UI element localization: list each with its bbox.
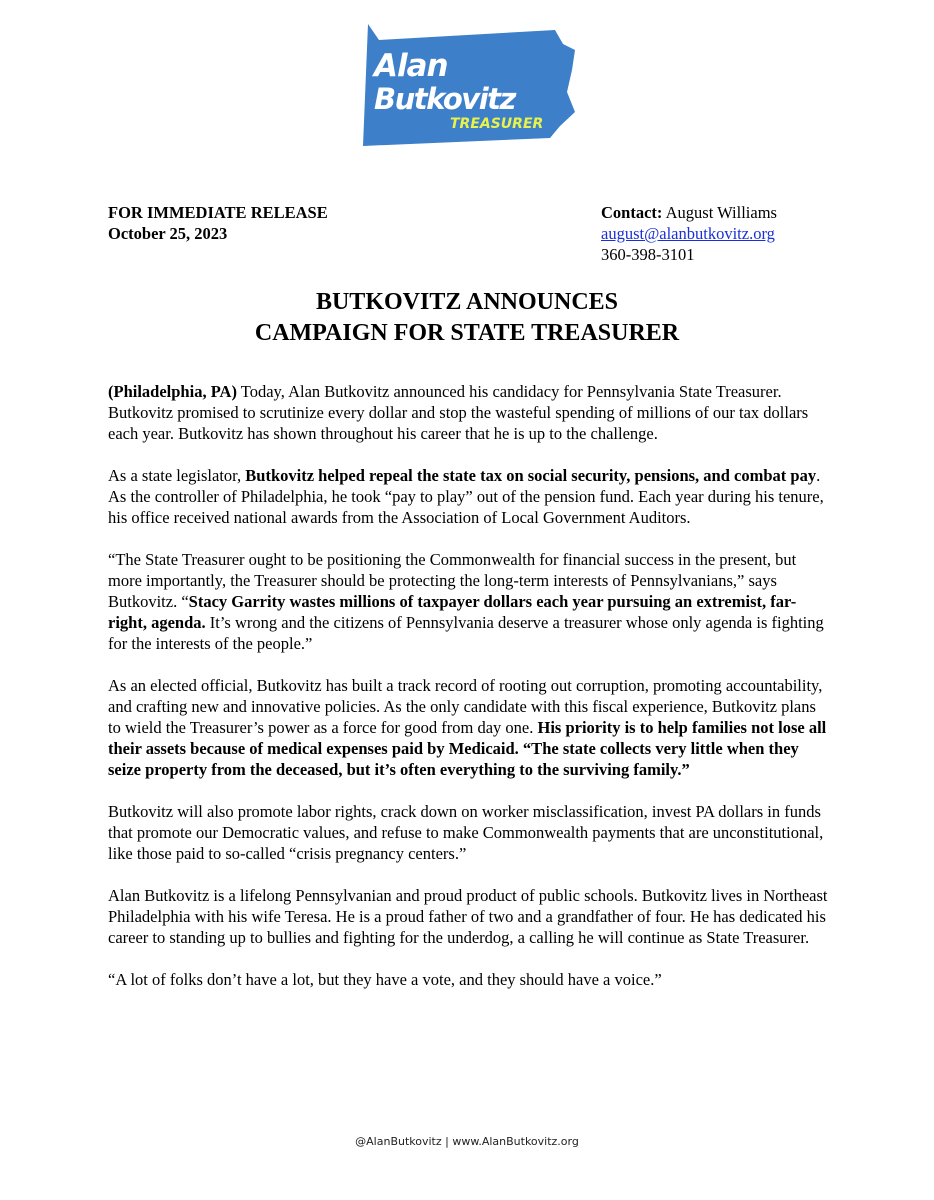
paragraph-1 (108, 381, 828, 444)
paragraph-3-text-c: It’s wrong and the citizens of Pennsylvania deserve a treasurer whose only agenda is fighting for the interests of the people.” (108, 613, 824, 653)
contact-name: August Williams (665, 203, 777, 222)
paragraph-3-bold: Stacy Garrity wastes millions of taxpayer dollars each year pursuing an extremist, far-right, agenda. (108, 592, 797, 632)
logo-name-first: Alan (374, 48, 448, 84)
headline (0, 287, 934, 349)
paragraph-2 (108, 465, 828, 528)
logo-name-last: Butkovitz (374, 82, 515, 116)
logo-subtitle: TREASURER (450, 116, 544, 132)
paragraph-4-text-a: As an elected official, Butkovitz has built a track record of rooting out corruption, promoting accountability, and crafting new and innovative policies. As the only candidate with this fiscal experience, Butkovitz plans to wield the Treasurer’s power as a force for good from day one. (108, 676, 823, 737)
campaign-logo (360, 20, 575, 148)
contact-label: Contact: (601, 203, 663, 222)
release-date: October 25, 2023 (108, 224, 228, 243)
paragraph-6: Alan Butkovitz is a lifelong Pennsylvanian and proud product of public schools. Butkovitz lives in Northeast Philadelphia with his wife Teresa. He is a proud father of two and a grandfather of four. He has dedicated his career to standing up to bullies and fighting for the underdog, a calling he will continue as State Treasurer. (108, 886, 828, 947)
paragraph-3 (108, 549, 828, 654)
paragraph-7: “A lot of folks don’t have a lot, but they have a vote, and they should have a voice.” (108, 970, 662, 989)
paragraph-2-text-c: . As the controller of Philadelphia, he took “pay to play” out of the pension fund. Each year during his tenure, his office received national awards from the Association of Local Government Auditors. (108, 466, 824, 527)
contact-email-link[interactable]: august@alanbutkovitz.org (601, 224, 775, 243)
paragraph-4 (108, 675, 828, 780)
paragraph-3-text-a: “The State Treasurer ought to be positioning the Commonwealth for financial success in the present, but more importantly, the Treasurer should be protecting the long-term interests of Pennsylvanians,” says Butkovitz. “ (108, 550, 797, 611)
press-release-body (108, 381, 828, 1011)
release-info (108, 202, 328, 244)
contact-phone: 360-398-3101 (601, 245, 695, 264)
paragraph-5: Butkovitz will also promote labor rights, crack down on worker misclassification, invest PA dollars in funds that promote our Democratic values, and refuse to make Commonwealth payments that are unconstitutional, like those paid to so-called “crisis pregnancy centers.” (108, 802, 824, 863)
headline-line-1: BUTKOVITZ ANNOUNCES (315, 289, 619, 315)
headline-line-2: CAMPAIGN FOR STATE TREASURER (254, 320, 680, 346)
dateline: (Philadelphia, PA) (108, 382, 237, 401)
contact-info (601, 202, 777, 265)
paragraph-2-text-a: As a state legislator, (108, 466, 246, 485)
paragraph-4-bold: His priority is to help families not lose all their assets because of medical expenses paid by Medicaid. “The state collects very little when they seize property from the deceased, but it’s often everything to the surviving family.” (108, 718, 827, 779)
paragraph-1-text: Today, Alan Butkovitz announced his candidacy for Pennsylvania State Treasurer. Butkovitz promised to scrutinize every dollar and stop the wasteful spending of millions of our tax dollars each year. Butkovitz has shown throughout his career that he is up to the challenge. (108, 382, 809, 443)
release-label: FOR IMMEDIATE RELEASE (108, 203, 328, 222)
contact-line (601, 202, 777, 223)
paragraph-2-bold: Butkovitz helped repeal the state tax on social security, pensions, and combat pay (245, 466, 817, 485)
footer-social: @AlanButkovitz | www.AlanButkovitz.org (355, 1135, 579, 1148)
